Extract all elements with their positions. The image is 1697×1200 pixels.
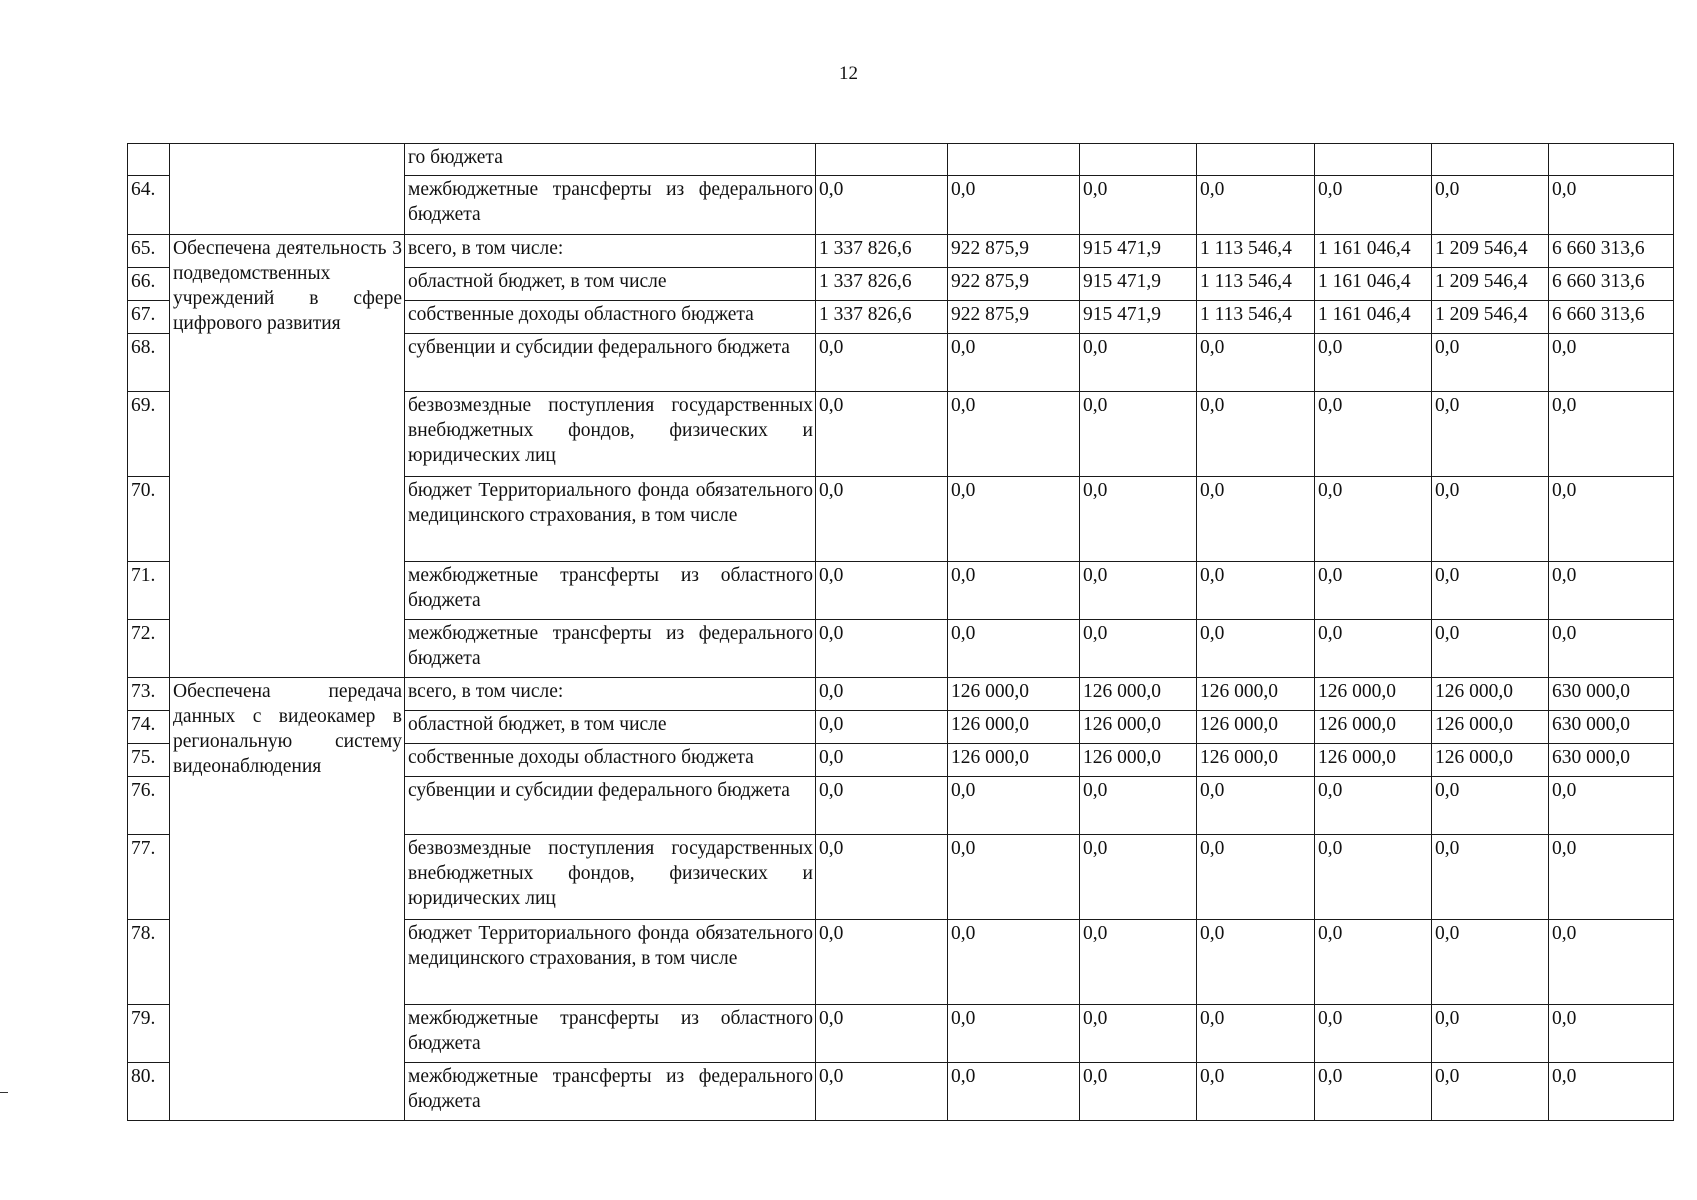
value-cell: 126 000,0 <box>1432 744 1549 777</box>
value-cell: 0,0 <box>948 920 1080 1005</box>
row-description: областной бюджет, в том числе <box>405 711 816 744</box>
value-cell: 915 471,9 <box>1080 235 1197 268</box>
value-cell: 0,0 <box>1315 176 1432 235</box>
value-cell: 922 875,9 <box>948 268 1080 301</box>
value-cell: 0,0 <box>1080 835 1197 920</box>
value-cell: 0,0 <box>1549 620 1674 678</box>
value-cell: 0,0 <box>1080 920 1197 1005</box>
value-cell: 0,0 <box>1080 1005 1197 1063</box>
value-cell: 0,0 <box>948 477 1080 562</box>
value-cell: 126 000,0 <box>1197 678 1315 711</box>
value-cell: 6 660 313,6 <box>1549 235 1674 268</box>
value-cell: 0,0 <box>1549 392 1674 477</box>
value-cell <box>1315 144 1432 176</box>
value-cell: 0,0 <box>1315 334 1432 392</box>
table-body <box>128 144 1674 1121</box>
value-cell: 0,0 <box>1432 920 1549 1005</box>
value-cell: 0,0 <box>816 744 948 777</box>
value-cell: 0,0 <box>1197 1063 1315 1121</box>
value-cell: 0,0 <box>816 620 948 678</box>
row-description: бюджет Территориального фонда обязательного медицинского страхования, в том числе <box>405 920 816 1005</box>
value-cell: 1 209 546,4 <box>1432 268 1549 301</box>
value-cell: 0,0 <box>1197 835 1315 920</box>
row-number: 71. <box>128 562 170 620</box>
value-cell: 1 161 046,4 <box>1315 235 1432 268</box>
value-cell: 126 000,0 <box>948 744 1080 777</box>
value-cell: 0,0 <box>816 1063 948 1121</box>
value-cell: 0,0 <box>1315 620 1432 678</box>
value-cell <box>1197 144 1315 176</box>
row-number: 76. <box>128 777 170 835</box>
value-cell <box>1549 144 1674 176</box>
value-cell: 0,0 <box>1432 620 1549 678</box>
value-cell: 0,0 <box>1549 562 1674 620</box>
row-description: субвенции и субсидии федерального бюджета <box>405 334 816 392</box>
value-cell: 6 660 313,6 <box>1549 268 1674 301</box>
row-description: безвозмездные поступления государственных внебюджетных фондов, физических и юридических лиц <box>405 835 816 920</box>
value-cell: 0,0 <box>1080 620 1197 678</box>
row-number: 69. <box>128 392 170 477</box>
group-label: Обеспечена передача данных с видеокамер в региональную систему видеонаблюдения <box>170 678 405 1121</box>
value-cell <box>948 144 1080 176</box>
row-number: 72. <box>128 620 170 678</box>
value-cell: 0,0 <box>816 477 948 562</box>
value-cell: 0,0 <box>1315 477 1432 562</box>
value-cell: 1 337 826,6 <box>816 268 948 301</box>
value-cell: 126 000,0 <box>1315 711 1432 744</box>
value-cell: 0,0 <box>1315 835 1432 920</box>
value-cell: 0,0 <box>948 777 1080 835</box>
value-cell: 0,0 <box>1432 1063 1549 1121</box>
value-cell: 0,0 <box>1432 392 1549 477</box>
row-description: всего, в том числе: <box>405 235 816 268</box>
value-cell: 1 161 046,4 <box>1315 301 1432 334</box>
row-description: субвенции и субсидии федерального бюджета <box>405 777 816 835</box>
row-description: межбюджетные трансферты из федерального бюджета <box>405 1063 816 1121</box>
value-cell: 0,0 <box>1432 334 1549 392</box>
row-description: всего, в том числе: <box>405 678 816 711</box>
value-cell: 0,0 <box>948 334 1080 392</box>
row-number: 74. <box>128 711 170 744</box>
row-description: межбюджетные трансферты из федерального бюджета <box>405 620 816 678</box>
row-number: 73. <box>128 678 170 711</box>
value-cell: 630 000,0 <box>1549 678 1674 711</box>
value-cell <box>816 144 948 176</box>
row-description: го бюджета <box>405 144 816 176</box>
value-cell: 0,0 <box>948 835 1080 920</box>
value-cell: 0,0 <box>1080 562 1197 620</box>
value-cell: 126 000,0 <box>1080 711 1197 744</box>
value-cell: 0,0 <box>1315 1005 1432 1063</box>
value-cell: 126 000,0 <box>948 678 1080 711</box>
value-cell: 922 875,9 <box>948 235 1080 268</box>
row-number: 80. <box>128 1063 170 1121</box>
value-cell: 0,0 <box>948 1063 1080 1121</box>
value-cell: 0,0 <box>1432 176 1549 235</box>
row-number: 78. <box>128 920 170 1005</box>
value-cell: 0,0 <box>1549 1063 1674 1121</box>
value-cell: 1 209 546,4 <box>1432 301 1549 334</box>
page-number: 12 <box>839 63 858 84</box>
value-cell: 0,0 <box>1197 620 1315 678</box>
value-cell: 915 471,9 <box>1080 301 1197 334</box>
value-cell: 0,0 <box>1315 777 1432 835</box>
row-number: 77. <box>128 835 170 920</box>
value-cell: 0,0 <box>1197 1005 1315 1063</box>
value-cell: 0,0 <box>1197 392 1315 477</box>
row-number <box>128 144 170 176</box>
value-cell: 0,0 <box>1432 835 1549 920</box>
value-cell: 0,0 <box>1432 777 1549 835</box>
value-cell: 0,0 <box>816 678 948 711</box>
value-cell: 1 113 546,4 <box>1197 235 1315 268</box>
value-cell: 0,0 <box>948 562 1080 620</box>
value-cell: 126 000,0 <box>1080 678 1197 711</box>
value-cell: 0,0 <box>1080 334 1197 392</box>
value-cell: 0,0 <box>1432 562 1549 620</box>
value-cell: 0,0 <box>1197 777 1315 835</box>
row-number: 67. <box>128 301 170 334</box>
group-cell-empty <box>170 144 405 235</box>
value-cell: 1 209 546,4 <box>1432 235 1549 268</box>
row-description: бюджет Территориального фонда обязательного медицинского страхования, в том числе <box>405 477 816 562</box>
value-cell: 0,0 <box>1432 477 1549 562</box>
value-cell: 922 875,9 <box>948 301 1080 334</box>
row-description: межбюджетные трансферты из федерального бюджета <box>405 176 816 235</box>
row-description: межбюджетные трансферты из областного бюджета <box>405 1005 816 1063</box>
value-cell: 0,0 <box>1549 1005 1674 1063</box>
value-cell: 126 000,0 <box>948 711 1080 744</box>
row-description: собственные доходы областного бюджета <box>405 301 816 334</box>
value-cell: 6 660 313,6 <box>1549 301 1674 334</box>
value-cell: 1 337 826,6 <box>816 235 948 268</box>
margin-mark <box>0 1092 8 1093</box>
value-cell: 0,0 <box>1432 1005 1549 1063</box>
value-cell: 126 000,0 <box>1197 711 1315 744</box>
value-cell: 0,0 <box>1197 477 1315 562</box>
row-number: 64. <box>128 176 170 235</box>
value-cell: 0,0 <box>1549 835 1674 920</box>
row-description: межбюджетные трансферты из областного бюджета <box>405 562 816 620</box>
table-row <box>128 678 1674 711</box>
value-cell: 0,0 <box>816 176 948 235</box>
value-cell: 0,0 <box>1315 920 1432 1005</box>
value-cell: 0,0 <box>1197 920 1315 1005</box>
value-cell: 0,0 <box>948 1005 1080 1063</box>
value-cell: 0,0 <box>816 392 948 477</box>
value-cell: 0,0 <box>1080 477 1197 562</box>
value-cell: 126 000,0 <box>1432 678 1549 711</box>
table-row <box>128 235 1674 268</box>
row-description: областной бюджет, в том числе <box>405 268 816 301</box>
row-number: 70. <box>128 477 170 562</box>
value-cell: 126 000,0 <box>1315 744 1432 777</box>
value-cell: 1 113 546,4 <box>1197 268 1315 301</box>
value-cell: 0,0 <box>1549 477 1674 562</box>
value-cell: 126 000,0 <box>1432 711 1549 744</box>
table-row <box>128 144 1674 176</box>
value-cell: 126 000,0 <box>1197 744 1315 777</box>
value-cell: 630 000,0 <box>1549 711 1674 744</box>
value-cell: 1 337 826,6 <box>816 301 948 334</box>
value-cell: 0,0 <box>816 777 948 835</box>
value-cell: 0,0 <box>948 620 1080 678</box>
budget-table <box>127 143 1674 1121</box>
value-cell: 0,0 <box>1315 562 1432 620</box>
value-cell <box>1080 144 1197 176</box>
value-cell <box>1432 144 1549 176</box>
value-cell: 0,0 <box>816 835 948 920</box>
value-cell: 0,0 <box>1197 334 1315 392</box>
value-cell: 630 000,0 <box>1549 744 1674 777</box>
row-number: 75. <box>128 744 170 777</box>
row-description: собственные доходы областного бюджета <box>405 744 816 777</box>
value-cell: 0,0 <box>1315 392 1432 477</box>
row-number: 65. <box>128 235 170 268</box>
value-cell: 0,0 <box>1549 334 1674 392</box>
value-cell: 0,0 <box>816 920 948 1005</box>
row-number: 79. <box>128 1005 170 1063</box>
row-number: 68. <box>128 334 170 392</box>
value-cell: 0,0 <box>1549 777 1674 835</box>
value-cell: 0,0 <box>1080 176 1197 235</box>
row-description: безвозмездные поступления государственных внебюджетных фондов, физических и юридических лиц <box>405 392 816 477</box>
value-cell: 1 161 046,4 <box>1315 268 1432 301</box>
value-cell: 0,0 <box>1197 176 1315 235</box>
value-cell: 0,0 <box>1080 777 1197 835</box>
value-cell: 0,0 <box>948 392 1080 477</box>
value-cell: 915 471,9 <box>1080 268 1197 301</box>
value-cell: 0,0 <box>816 711 948 744</box>
value-cell: 0,0 <box>1549 176 1674 235</box>
value-cell: 0,0 <box>816 562 948 620</box>
value-cell: 1 113 546,4 <box>1197 301 1315 334</box>
row-number: 66. <box>128 268 170 301</box>
value-cell: 0,0 <box>1549 920 1674 1005</box>
value-cell: 0,0 <box>948 176 1080 235</box>
value-cell: 0,0 <box>816 334 948 392</box>
value-cell: 0,0 <box>1315 1063 1432 1121</box>
value-cell: 126 000,0 <box>1315 678 1432 711</box>
group-label: Обеспечена деятельность 3 подведомственных учреждений в сфере цифрового развития <box>170 235 405 678</box>
value-cell: 0,0 <box>1080 392 1197 477</box>
value-cell: 0,0 <box>1197 562 1315 620</box>
value-cell: 126 000,0 <box>1080 744 1197 777</box>
value-cell: 0,0 <box>1080 1063 1197 1121</box>
value-cell: 0,0 <box>816 1005 948 1063</box>
